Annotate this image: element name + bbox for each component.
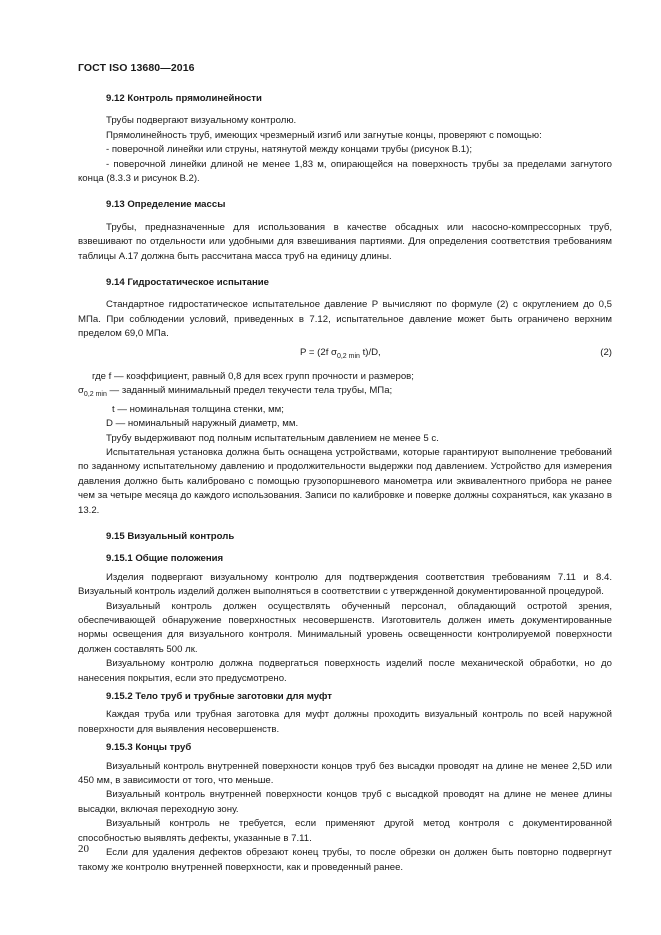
section-9-15-2-paragraph-1: Каждая труба или трубная заготовка для муфт должны проходить визуальный контроль по всей наружной поверхности для выявления несовершенств.: [78, 709, 612, 735]
standard-header: ГОСТ ISO 13680—2016: [78, 62, 195, 74]
section-9-13-title: 9.13 Определение массы: [106, 199, 226, 211]
section-9-15-1-paragraph-3: Визуальному контролю должна подвергаться поверхность изделий после механической обработки, но до нанесения покрытия, если это предусмотрено.: [78, 658, 612, 684]
section-9-15-1-paragraph-2: Визуальный контроль должен осуществлять обученный персонал, обладающий остротой зрения, обеспечивающей обнаружение поверхностных несовершенств. Изготовитель должен иметь документированные нормы освещения для визуального контроля. Минимальный уровень освещенности контролируемой поверхности должен составлять 500 лк.: [78, 600, 612, 655]
section-9-14-paragraph-1: Стандартное гидростатическое испытательное давление P вычисляют по формуле (2) с округлением до 0,5 МПа. При соблюдении условий, приведенных в 7.12, испытательное давление может быть ограничено верхним пределом 69,0 МПа.: [78, 299, 612, 340]
definition-d: D — номинальный наружный диаметр, мм.: [106, 418, 299, 430]
definition-f: где f — коэффициент, равный 0,8 для всех групп прочности и размеров;: [92, 371, 414, 382]
section-9-15-1-paragraph-1: Изделия подвергают визуальному контролю для подтверждения соответствия требованиям 7.11 и 8.4. Визуальный контроль изделий должен выполняться в соответствии с утвержденной документированной процедурой.: [78, 571, 612, 598]
section-9-14-title: 9.14 Гидростатическое испытание: [106, 277, 270, 289]
page-content: [78, 92, 612, 875]
formula-2: [78, 346, 612, 364]
section-9-12-list-item-2: - поверочной линейки длиной не менее 1,83 м, опирающейся на поверхность трубы за пределами загнутого конца (8.3.3 и рисунок В.2).: [78, 158, 612, 185]
section-9-15-3-paragraph-3: Визуальный контроль не требуется, если применяют другой метод контроля с документированной способностью выявлять дефекты, указанные в 7.11.: [78, 818, 612, 844]
section-9-15-3-paragraph-4: Если для удаления дефектов обрезают конец трубы, то после обрезки он должен быть повторно подвергнут такому же контролю внутренней поверхности, как и проведенный ранее.: [78, 847, 612, 873]
section-9-15-2-title: 9.15.2 Тело труб и трубные заготовки для муфт: [106, 691, 332, 703]
definition-sigma: $\sigma_{0,2 min}$ — заданный минимальный предел текучести тела трубы, МПа;: [78, 385, 393, 399]
section-9-15-3-title: 9.15.3 Концы труб: [106, 742, 192, 754]
section-9-15-1-title: 9.15.1 Общие положения: [106, 553, 224, 565]
section-9-15-title: 9.15 Визуальный контроль: [106, 530, 235, 542]
section-9-14-paragraph-2: Трубу выдерживают под полным испытательным давлением не менее 5 с.: [106, 432, 439, 444]
section-9-15-3-paragraph-1: Визуальный контроль внутренней поверхности концов труб без высадки проводят на длине не менее 2,5D или 450 мм, в зависимости от того, что меньше.: [78, 760, 612, 787]
section-9-12-paragraph-2: Прямолинейность труб, имеющих чрезмерный изгиб или загнутые концы, проверяют с помощью:: [106, 129, 542, 141]
section-9-12-list-item-1: - поверочной линейки или струны, натянутой между концами трубы (рисунок В.1);: [106, 144, 472, 156]
formula-number: (2): [600, 346, 612, 358]
section-9-13-paragraph-1: Трубы, предназначенные для использования в качестве обсадных или насосно-компрессорных труб, взвешивают по отдельности или удобными для взвешивания партиями. Для определения соответствия требованиям таблицы А.17 должна быть рассчитана масса труб на единицу длины.: [78, 221, 612, 262]
definition-t: t — номинальная толщина стенки, мм;: [112, 403, 284, 415]
page-number: 20: [78, 843, 89, 855]
section-9-12-paragraph-1: Трубы подвергают визуальному контролю.: [106, 115, 297, 127]
section-9-15-3-paragraph-2: Визуальный контроль внутренней поверхности концов труб с высадкой проводят на длине не менее длины высадки, включая переходную зону.: [78, 789, 612, 815]
formula-expression: P = (2f $\sigma_{0,2 min}$ t)/D,: [300, 346, 381, 360]
section-9-14-paragraph-3: Испытательная установка должна быть оснащена устройствами, которые гарантируют выполнение требований по заданному испытательному давлению и продолжительности выдержки под давлением. Устройство для измерения давления должно быть калибровано с помощью грузопоршневого манометра или эквивалентного прибора не ранее чем за четыре месяца до каждого использования. Записи по калибровке и поверке должны сохраняться, как указано в 13.2.: [78, 446, 612, 516]
section-9-12-title: 9.12 Контроль прямолинейности: [106, 93, 262, 104]
